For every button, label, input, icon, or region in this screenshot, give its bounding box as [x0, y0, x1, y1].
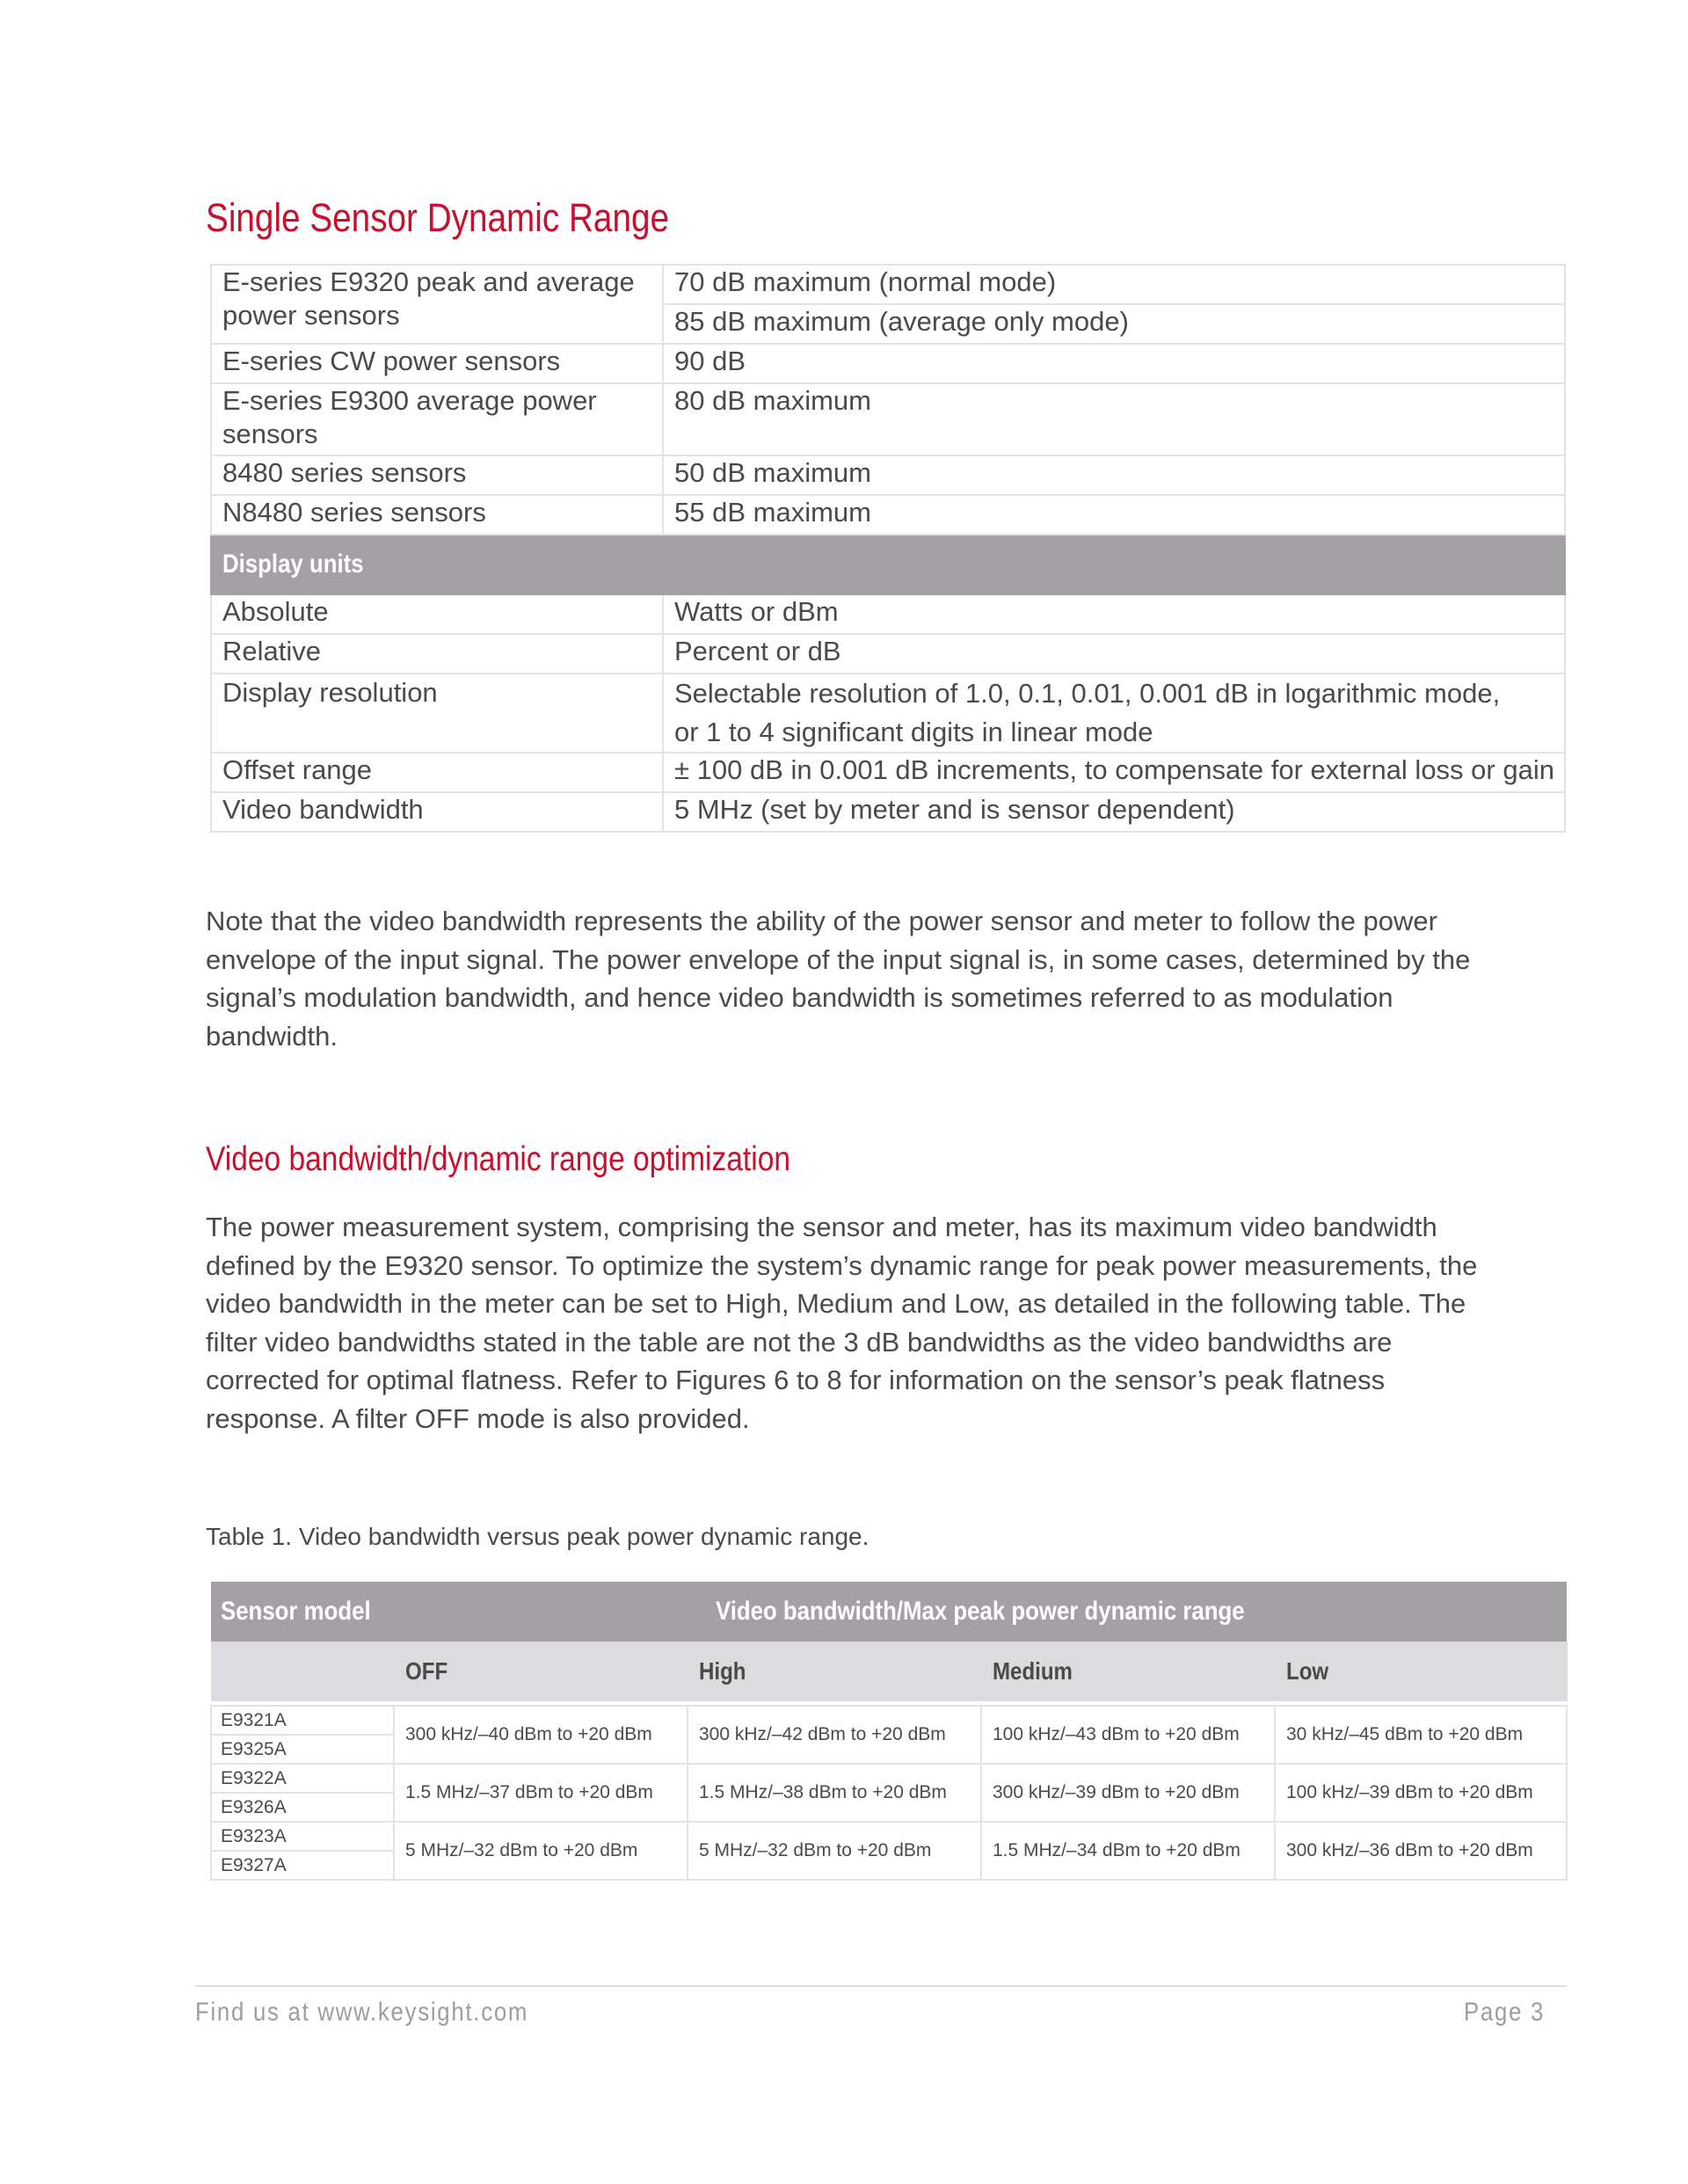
row-value: 70 dB maximum (normal mode) [663, 265, 1565, 304]
row-label: E-series E9300 average power sensors [211, 383, 663, 455]
section-header-blank [663, 535, 1565, 594]
value-high: 5 MHz/–32 dBm to +20 dBm [688, 1822, 981, 1880]
section-header [211, 535, 663, 594]
table-row [211, 1822, 1567, 1851]
column-header-medium [981, 1642, 1275, 1701]
row-label: Relative [211, 634, 663, 673]
column-header-label: High [699, 1657, 746, 1685]
value-off: 1.5 MHz/–37 dBm to +20 dBm [394, 1764, 688, 1822]
value-high: 1.5 MHz/–38 dBm to +20 dBm [688, 1764, 981, 1822]
value-medium: 1.5 MHz/–34 dBm to +20 dBm [981, 1822, 1275, 1880]
column-header-off [394, 1642, 688, 1701]
table-row [211, 265, 1565, 304]
video-bandwidth-table [210, 1582, 1568, 1881]
section-title-video-bandwidth: Video bandwidth/dynamic range optimization [206, 1140, 791, 1178]
value-low: 30 kHz/–45 dBm to +20 dBm [1275, 1706, 1567, 1764]
table-row [211, 634, 1565, 673]
sensor-model: E9323A [211, 1822, 394, 1851]
row-value: 90 dB [663, 344, 1565, 383]
row-label: Video bandwidth [211, 792, 663, 832]
dynamic-range-table [210, 264, 1566, 833]
value-off: 300 kHz/–40 dBm to +20 dBm [394, 1706, 688, 1764]
note-paragraph: Note that the video bandwidth represents the ability of the power sensor and meter to follow the power envelope of the input signal. The power envelope of the input signal is, in some cases, determined by the signal’s modulation bandwidth, and hence video bandwidth is sometimes referred to as modulation bandwidth. [206, 906, 1471, 1052]
header-sensor-model-label: Sensor model [221, 1597, 371, 1626]
subheader-blank [211, 1642, 394, 1701]
row-value: 80 dB maximum [663, 383, 1565, 455]
row-value: ± 100 dB in 0.001 dB increments, to compensate for external loss or gain [663, 753, 1565, 792]
row-label: Display resolution [211, 673, 663, 753]
value-medium: 300 kHz/–39 dBm to +20 dBm [981, 1764, 1275, 1822]
table-row [211, 495, 1565, 535]
row-value: 50 dB maximum [663, 455, 1565, 495]
header-sensor-model [211, 1582, 394, 1642]
column-header-label: OFF [405, 1657, 448, 1685]
sensor-model: E9327A [211, 1851, 394, 1880]
section-title-dynamic-range: Single Sensor Dynamic Range [206, 195, 670, 240]
subheader-row [211, 1642, 1567, 1701]
footer-divider [195, 1985, 1567, 1987]
page-number: Page 3 [1464, 1998, 1546, 2027]
row-label: Absolute [211, 594, 663, 634]
header-row [211, 1582, 1567, 1642]
row-label: N8480 series sensors [211, 495, 663, 535]
value-low: 300 kHz/–36 dBm to +20 dBm [1275, 1822, 1567, 1880]
row-label: 8480 series sensors [211, 455, 663, 495]
table-row [211, 792, 1565, 832]
section-header-row [211, 535, 1565, 594]
column-header-label: Low [1286, 1657, 1329, 1685]
sensor-model: E9326A [211, 1793, 394, 1822]
sensor-model: E9325A [211, 1735, 394, 1764]
table-row [211, 383, 1565, 455]
row-label: E-series CW power sensors [211, 344, 663, 383]
row-label: Offset range [211, 753, 663, 792]
row-value: 5 MHz (set by meter and is sensor dependent) [663, 792, 1565, 832]
value-off: 5 MHz/–32 dBm to +20 dBm [394, 1822, 688, 1880]
footer-website-link[interactable]: Find us at www.keysight.com [195, 1998, 529, 2027]
sensor-model: E9322A [211, 1764, 394, 1793]
row-value [663, 673, 1565, 753]
value-high: 300 kHz/–42 dBm to +20 dBm [688, 1706, 981, 1764]
table-row [211, 344, 1565, 383]
row-value-line: Selectable resolution of 1.0, 0.1, 0.01, 0.001 dB in logarithmic mode, [674, 678, 1501, 709]
table-row [211, 673, 1565, 753]
row-value: 85 dB maximum (average only mode) [663, 304, 1565, 344]
table-row [211, 455, 1565, 495]
row-label: E-series E9320 peak and average power sensors [211, 265, 663, 344]
row-value: Watts or dBm [663, 594, 1565, 634]
table-row [211, 753, 1565, 792]
table-caption: Table 1. Video bandwidth versus peak power dynamic range. [206, 1523, 869, 1550]
table-row [211, 594, 1565, 634]
table-row [211, 1706, 1567, 1735]
column-header-label: Medium [993, 1657, 1073, 1685]
sensor-model: E9321A [211, 1706, 394, 1735]
table-row [211, 1764, 1567, 1793]
value-low: 100 kHz/–39 dBm to +20 dBm [1275, 1764, 1567, 1822]
header-group-label: Video bandwidth/Max peak power dynamic range [716, 1597, 1245, 1626]
header-group [394, 1582, 1567, 1642]
value-medium: 100 kHz/–43 dBm to +20 dBm [981, 1706, 1275, 1764]
column-header-low [1275, 1642, 1567, 1701]
row-value: 55 dB maximum [663, 495, 1565, 535]
section-header-label: Display units [222, 550, 364, 579]
row-value-line: or 1 to 4 significant digits in linear mode [674, 717, 1153, 747]
column-header-high [688, 1642, 981, 1701]
optimization-paragraph: The power measurement system, comprising the sensor and meter, has its maximum video bandwidth defined by the E9320 sensor. To optimize the system’s dynamic range for peak power measurements, the video bandwidth in the meter can be set to High, Medium and Low, as detailed in the following table. The filter video bandwidths stated in the table are not the 3 dB bandwidths as the video bandwidths are corrected for optimal flatness. Refer to Figures 6 to 8 for information on the sensor’s peak flatness response. A filter OFF mode is also provided. [206, 1212, 1478, 1434]
row-value: Percent or dB [663, 634, 1565, 673]
